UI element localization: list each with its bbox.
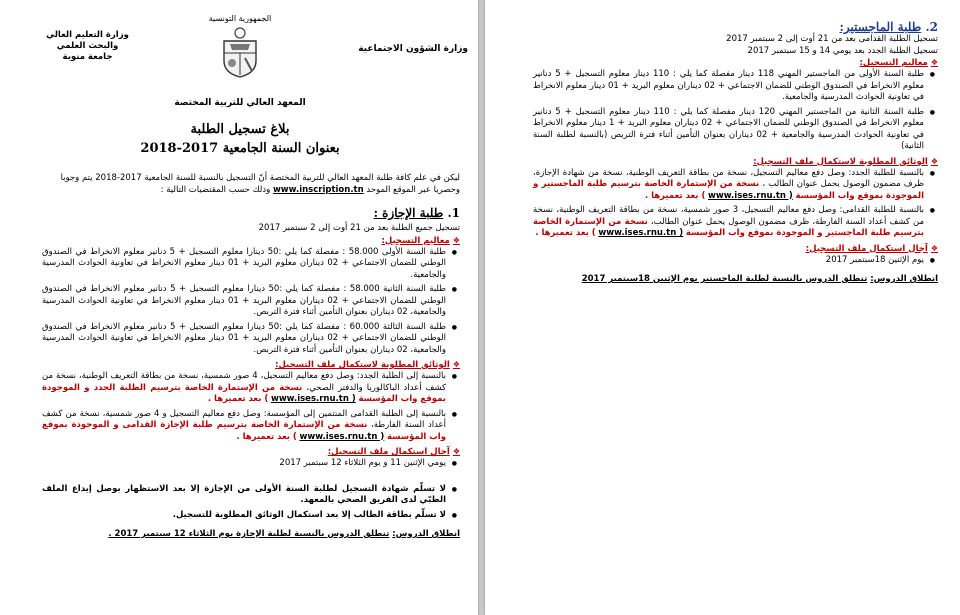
section-label: طلبة الإجازة : — [373, 206, 444, 220]
list-item: ● لا تسلّم بطاقة الطالب إلا بعد استكمال الوثائق المطلوبة للتسجيل. — [42, 510, 446, 522]
documents-list — [533, 168, 938, 240]
deadline-label: آجال استكمال ملف التسجيل: — [327, 447, 450, 457]
doc-form-note: نسخة من الإستمارة الخاصة بترسيم طلبة الماجستير و الموجودة بموقع واب المؤسسة — [533, 216, 924, 238]
doc-tail: ) بعد تعميرها . — [236, 431, 297, 442]
courses-start — [533, 274, 938, 286]
list-item: ● طلبة السنة الثانية من الماجستير المهني 120 دينار مفصلة كما يلي : 110 دينار معلوم التسجيل + 5 دنانير معلوم الانخراط في الصندوق الوطني للضمان الاجتماعي + 02 ديناران معلوم البريد + 1 دينار معلوم الانخراط في تعاونية الحوادث المدرسية والجامعية + 02 ديناران بعنوان التأمين أثناء فترة التربص (بالنسبة لطلبة السنة الثانية) — [533, 107, 924, 153]
registration-dates-new: تسجيل الطلبة الجدد بعد يومي 14 و 15 سبتمبر 2017 — [747, 45, 938, 56]
ministry-social-affairs-header — [348, 44, 468, 54]
republic-title: الجمهورية التونسية — [208, 14, 272, 23]
list-item: ● طلبة السنة الثانية 58.000 : مفصلة كما يلي :50 دينارا معلوم التسجيل + 5 دنانير معلوم الانخراط في الصندوق الوطني للضمان الاجتماعي + 02 ديناران معلوم البريد + 01 دينار معلوم الانخراط في تعاونية الحوادث المدرسية والجامعية، 02 ديناران بعنوان التأمين أثناء فترة التربص. — [42, 284, 446, 319]
header-left-line: والبحث العلمي — [56, 41, 119, 51]
list-item — [533, 168, 924, 203]
diamond-bullet-icon: ❖ — [930, 58, 938, 67]
deadline-heading — [533, 243, 938, 255]
section-heading — [533, 20, 938, 34]
fees-list — [42, 247, 460, 357]
deadline-label: آجال استكمال ملف التسجيل: — [805, 243, 928, 254]
announcement-title — [60, 122, 420, 156]
list-item: ● لا تسلّم شهادة التسجيل لطلبة السنة الأولى من الإجازة إلا بعد الاستظهار بوصل إيداع الملف الطبّي لدى الفريق الصحي بالمعهد. — [42, 484, 446, 507]
header-left-line: جامعة منوبة — [62, 52, 113, 62]
document-page-1 — [0, 0, 478, 615]
documents-label: الوثائق المطلوبة لاستكمال ملف التسجيل: — [753, 156, 928, 167]
deadline-heading — [42, 446, 460, 458]
ises-link[interactable]: ( www.ises.rnu.tn — [598, 228, 684, 238]
notes-list — [42, 484, 460, 522]
fees-heading — [533, 57, 938, 69]
institute-name: المعهد العالي للتربية المختصة — [174, 98, 306, 108]
list-item: ● طلبة السنة الأولى 58.000 : مفصلة كما يلي :50 دينارا معلوم التسجيل + 5 دنانير معلوم الانخراط في الصندوق الوطني للضمان الاجتماعي + 02 ديناران معلوم البريد + 01 دينار معلوم الانخراط في تعاونية الحوادث المدرسية والجامعية. — [42, 247, 446, 282]
documents-heading — [42, 359, 460, 371]
diamond-bullet-icon: ❖ — [452, 360, 460, 369]
list-item — [42, 371, 446, 406]
documents-heading — [533, 156, 938, 168]
section-label: طلبة الماجستير: — [839, 20, 922, 34]
doc-text: بالنسبة إلى الطلبة القدامى المنتمين إلى المؤسسة: وصل دفع معاليم التسجيل و 4 صور شمسية، نسخة من كشف أعداد السنة الفارطة، — [42, 408, 446, 430]
doc-text: بالنسبة إلى الطلبة الجدد: وصل دفع معاليم التسجيل، 4 صور شمسية، نسخة من بطاقة التعريف الوطنية، نسخة من كشف أعداد الباكالوريا والدفتر الصحي، — [42, 371, 446, 393]
list-item — [533, 205, 924, 240]
courses-start-label: انطلاق الدروس: — [392, 529, 460, 539]
ises-link[interactable]: ( www.ises.rnu.tn — [708, 190, 793, 201]
courses-start-text: تنطلق الدروس بالنسبة لطلبة الإجازة يوم الثلاثاء 12 سبتمبر 2017 . — [108, 529, 390, 539]
courses-start-label: انطلاق الدروس: — [870, 274, 938, 284]
doc-tail: ) بعد تعميرها . — [535, 228, 596, 238]
doc-form-note: نسخة من الإستمارة الخاصة بترسيم طلبة الماجستير و الموجودة بموقع واب المؤسسة — [533, 179, 924, 201]
doc-form-note: نسخة من الإستمارة الخاصة بترسيم الطلبة الجدد و الموجودة بموقع واب المؤسسة — [42, 382, 446, 404]
list-item: ● طلبة السنة الثالثة 60.000 : مفصلة كما يلي :50 دينارا معلوم التسجيل + 5 دنانير معلوم الانخراط في الصندوق الوطني للضمان الاجتماعي + 02 ديناران معلوم البريد + 01 دينار معلوم الانخراط في تعاونية الحوادث المدرسية والجامعية، 02 ديناران بعنوان التأمين أثناء فترة التربص. — [42, 322, 446, 357]
fees-label: معاليم التسجيل: — [859, 58, 928, 68]
intro-tail: وذلك حسب المقتضيات التالية : — [160, 185, 271, 195]
deadline-list — [533, 255, 938, 267]
diamond-bullet-icon: ❖ — [930, 156, 938, 166]
doc-form-note: نسخة من الإستمارة الخاصة بترسيم طلبة الإجازة القدامى و الموجودة بموقع واب المؤسسة — [42, 420, 446, 442]
section-number: 1. — [447, 206, 460, 220]
diamond-bullet-icon: ❖ — [452, 447, 460, 456]
registration-dates-old: تسجيل الطلبة القدامى بعد من 21 أوت إلى 2 سبتمبر 2017 — [726, 34, 938, 44]
document-page-2 — [485, 0, 960, 615]
ises-link[interactable]: ( www.ises.rnu.tn — [270, 394, 356, 404]
section-master — [533, 20, 938, 286]
fees-heading — [42, 235, 460, 247]
intro-paragraph — [40, 172, 460, 196]
documents-list — [42, 371, 460, 443]
doc-text: بالنسبة للطلبة الجدد: وصل دفع معاليم التسجيل، نسخة من بطاقة التعريف الوطنية، نسخة من شهادة الإجازة، ظرف مضمون الوصول يحمل عنوان الطالب ، — [533, 167, 925, 189]
deadline-list — [42, 458, 460, 470]
diamond-bullet-icon: ❖ — [930, 243, 938, 253]
doc-text: بالنسبة للطلبة القدامى: وصل دفع معاليم التسجيل، 3 صور شمسية، نسخة من بطاقة التعريف الوطنية، نسخة من كشف أعداد السنة الفارطة، ظرف مضمون الوصول يحمل عنوان الطالب، — [533, 205, 925, 227]
fees-label: معاليم التسجيل: — [381, 235, 450, 246]
doc-tail: ) بعد تعميرها . — [644, 190, 706, 201]
inscription-link[interactable]: www.inscription.tn — [272, 185, 364, 195]
section-number: 2. — [925, 20, 938, 34]
doc-tail: ) بعد تعميرها . — [207, 394, 269, 404]
header-left-line: وزارة التعليم العالي — [46, 30, 129, 40]
documents-label: الوثائق المطلوبة لاستكمال ملف التسجيل: — [275, 360, 450, 370]
ministry-social-affairs-text: وزارة الشؤون الاجتماعية — [358, 44, 468, 54]
courses-start — [42, 529, 460, 541]
section-licence — [42, 206, 460, 541]
title-line: بلاغ تسجيل الطلبة — [190, 122, 290, 137]
section-heading — [42, 206, 460, 220]
tunisia-coat-of-arms-icon — [218, 27, 262, 79]
registration-dates: تسجيل جميع الطلبة بعد من 21 أوت إلى 2 سبتمبر 2017 — [258, 223, 460, 233]
title-academic-year: بعنوان السنة الجامعية 2017-2018 — [140, 141, 340, 156]
list-item: ● يوم الإثنين 18سبتمبر 2017 — [533, 255, 924, 267]
republic-header — [150, 14, 330, 85]
intro-text: ليكن في علم كافة طلبة المعهد العالي للتربية المختصة أنّ التسجيل بالنسبة للسنة الجامعية 2017-2018 يتم وجوبا وحصريا عبر الموقع الموحد — [60, 173, 460, 195]
list-item — [42, 409, 446, 444]
ises-link[interactable]: ( www.ises.rnu.tn — [299, 431, 385, 442]
list-item: ● طلبة السنة الأولى من الماجستير المهني 118 دينار مفصلة كما يلي : 110 دينار معلوم التسجيل + 5 دنانير معلوم الانخراط في الصندوق الوطني للضمان الاجتماعي + 02 ديناران معلوم البريد + 01 دينار معلوم الانخراط في تعاونية الحوادث المدرسية والجامعية. — [533, 69, 924, 104]
courses-start-text: تنطلق الدروس بالنسبة لطلبة الماجستير يوم الإثنين 18سبتمبر 2017 — [581, 274, 868, 284]
diamond-bullet-icon: ❖ — [452, 235, 460, 245]
fees-list — [533, 69, 938, 153]
list-item: ● يومي الإثنين 11 و يوم الثلاثاء 12 سبتمبر 2017 — [42, 458, 446, 470]
ministry-higher-education-header — [40, 30, 135, 63]
